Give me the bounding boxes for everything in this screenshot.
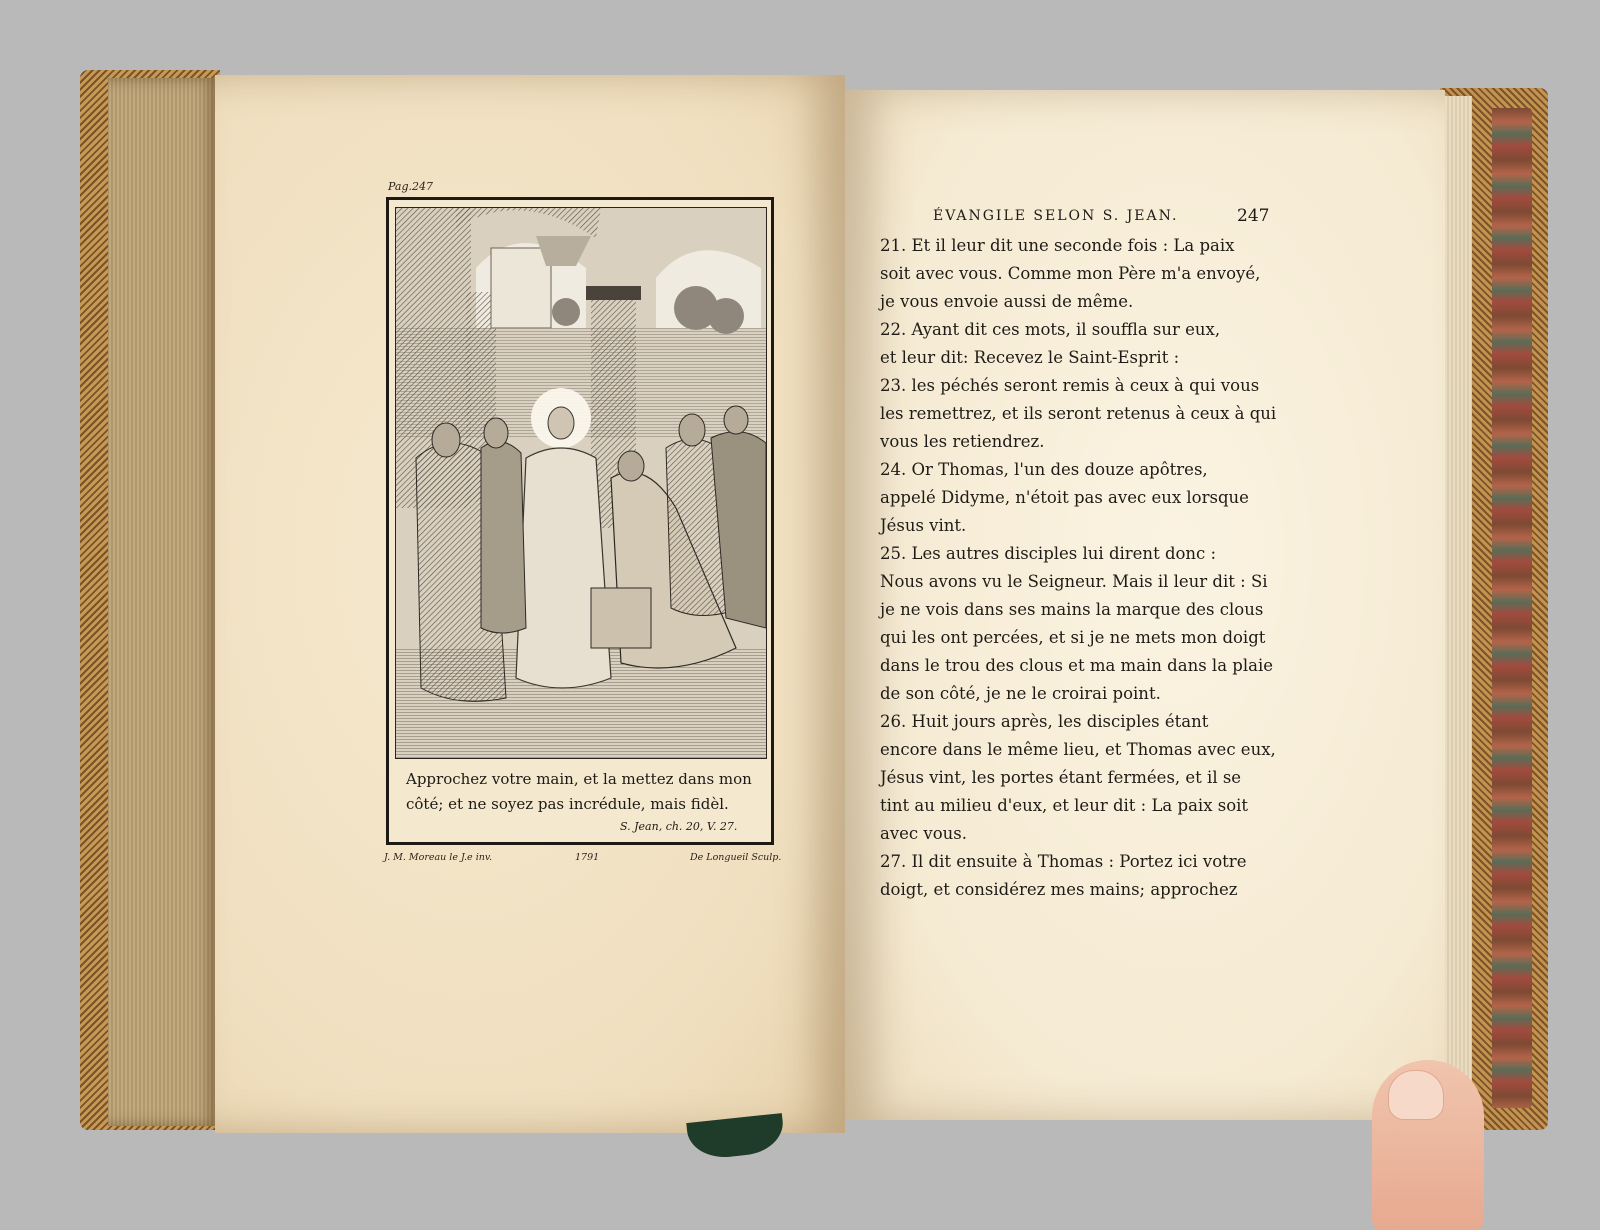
text-line: je vous envoie aussi de même. [880, 292, 1134, 311]
text-line: 21. Et il leur dit une seconde fois : La paix [880, 236, 1235, 255]
text-line: avec vous. [880, 824, 968, 843]
marbled-edge [1492, 108, 1532, 1108]
text-line: de son côté, je ne le croirai point. [880, 684, 1161, 703]
plate-caption-line-1: Approchez votre main, et la mettez dans mon [406, 770, 752, 788]
plate-scripture-reference: S. Jean, ch. 20, V. 27. [620, 820, 738, 833]
text-line: 26. Huit jours après, les disciples étant [880, 712, 1209, 731]
credit-designer: J. M. Moreau le J.e inv. [384, 852, 493, 863]
plate-page-label: Pag.247 [388, 180, 433, 193]
text-line: Nous avons vu le Seigneur. Mais il leur dit : Si [880, 572, 1268, 591]
text-line: 24. Or Thomas, l'un des douze apôtres, [880, 460, 1208, 479]
text-line: qui les ont percées, et si je ne mets mon doigt [880, 628, 1266, 647]
engraving-illustration [395, 207, 767, 759]
text-line: tint au milieu d'eux, et leur dit : La paix soit [880, 796, 1249, 815]
text-line: Jésus vint, les portes étant fermées, et il se [880, 768, 1242, 787]
text-line: Jésus vint. [880, 516, 967, 535]
running-head: ÉVANGILE SELON S. JEAN. [933, 208, 1179, 224]
credit-engraver: De Longueil Sculp. [690, 852, 782, 863]
text-line: encore dans le même lieu, et Thomas avec eux, [880, 740, 1276, 759]
text-line: 25. Les autres disciples lui dirent donc : [880, 544, 1217, 563]
plate-caption-line-2: côté; et ne soyez pas incrédule, mais fidèl. [406, 795, 729, 813]
page-edges-left [108, 78, 220, 1126]
credit-year: 1791 [575, 852, 600, 863]
text-line: 27. Il dit ensuite à Thomas : Portez ici votre [880, 852, 1247, 871]
text-line: doigt, et considérez mes mains; approchez [880, 880, 1238, 899]
text-line: 23. les péchés seront remis à ceux à qui vous [880, 376, 1260, 395]
page-number: 247 [1237, 206, 1270, 226]
engraving-scene [396, 208, 766, 758]
thumb-nail [1388, 1070, 1444, 1120]
text-line: je ne vois dans ses mains la marque des clous [880, 600, 1264, 619]
text-line: vous les retiendrez. [880, 432, 1045, 451]
text-line: soit avec vous. Comme mon Père m'a envoyé, [880, 264, 1261, 283]
text-line: dans le trou des clous et ma main dans la plaie [880, 656, 1273, 675]
text-line: et leur dit: Recevez le Saint-Esprit : [880, 348, 1180, 367]
text-line: 22. Ayant dit ces mots, il souffla sur eux, [880, 320, 1221, 339]
text-line: appelé Didyme, n'étoit pas avec eux lorsque [880, 488, 1249, 507]
text-line: les remettrez, et ils seront retenus à ceux à qui [880, 404, 1277, 423]
